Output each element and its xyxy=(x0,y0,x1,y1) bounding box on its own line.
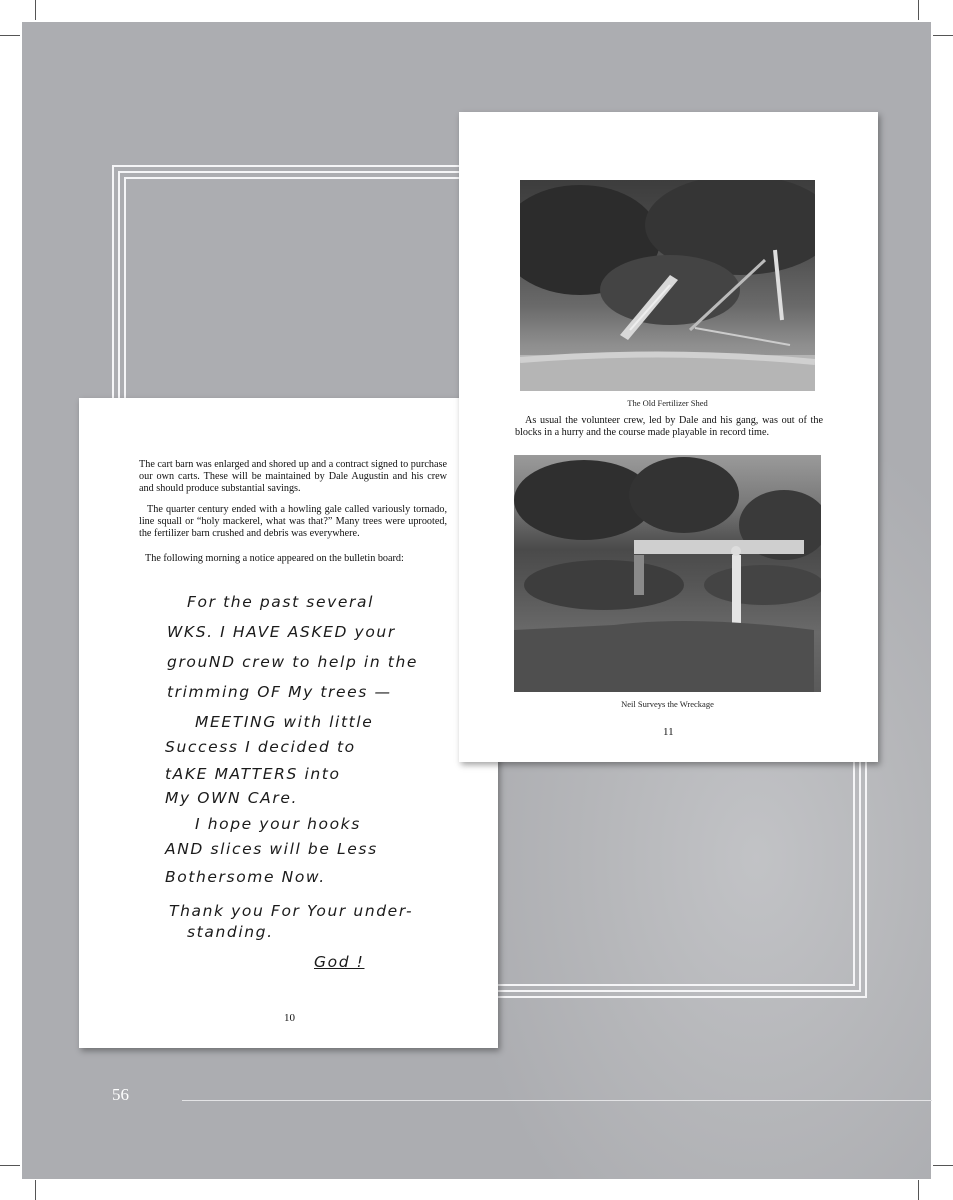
note-line: My OWN CAre. xyxy=(165,789,298,807)
note-line: Thank you For Your under- xyxy=(169,902,414,920)
paragraph: The quarter century ended with a howling gale called variously tornado, line squall or “holy mackerel, what was that?” Many trees were uprooted, the fertilizer barn crushed and debris was everywhere. xyxy=(139,504,447,540)
note-line: grouND crew to help in the xyxy=(167,653,419,671)
photo-caption: The Old Fertilizer Shed xyxy=(627,398,708,408)
crop-mark xyxy=(0,1165,20,1166)
note-line: AND slices will be Less xyxy=(165,840,378,858)
page-number: 11 xyxy=(663,726,674,738)
crop-mark xyxy=(35,0,36,20)
photo-caption: Neil Surveys the Wreckage xyxy=(621,699,714,709)
note-line: MEETING with little xyxy=(195,713,374,731)
photo-content xyxy=(520,180,815,391)
book-page-right xyxy=(459,112,878,762)
paragraph: As usual the volunteer crew, led by Dale and his gang, was out of the blocks in a hurry and the course made playable in record time. xyxy=(515,415,823,439)
crop-mark xyxy=(933,1165,953,1166)
note-line: I hope your hooks xyxy=(195,815,361,833)
note-line: standing. xyxy=(187,923,274,941)
note-line: tAKE MATTERS into xyxy=(165,765,341,783)
crop-mark xyxy=(918,0,919,20)
note-line: Bothersome Now. xyxy=(165,868,326,886)
crop-mark xyxy=(35,1180,36,1200)
crop-mark xyxy=(918,1180,919,1200)
footer-rule xyxy=(182,1100,932,1101)
signature: God ! xyxy=(314,953,365,971)
paragraph: The cart barn was enlarged and shored up and a contract signed to purchase our own carts. These will be maintained by Dale Augustin and his crew and should produce substantial savings. xyxy=(139,459,447,495)
page-number: 56 xyxy=(112,1085,129,1104)
note-line: trimming OF My trees — xyxy=(167,683,392,701)
crop-mark xyxy=(0,35,20,36)
note-line: For the past several xyxy=(187,593,374,611)
photo-fertilizer-shed xyxy=(520,180,815,391)
note-line: WKS. I HAVE ASKED your xyxy=(167,623,396,641)
crop-mark xyxy=(933,35,953,36)
book-page-left xyxy=(79,398,498,1048)
paragraph: The following morning a notice appeared on the bulletin board: xyxy=(145,553,404,564)
photo-content xyxy=(514,455,821,692)
page-number: 10 xyxy=(284,1012,295,1024)
photo-neil-surveys-wreckage xyxy=(514,455,821,692)
note-line: Success I decided to xyxy=(165,738,356,756)
